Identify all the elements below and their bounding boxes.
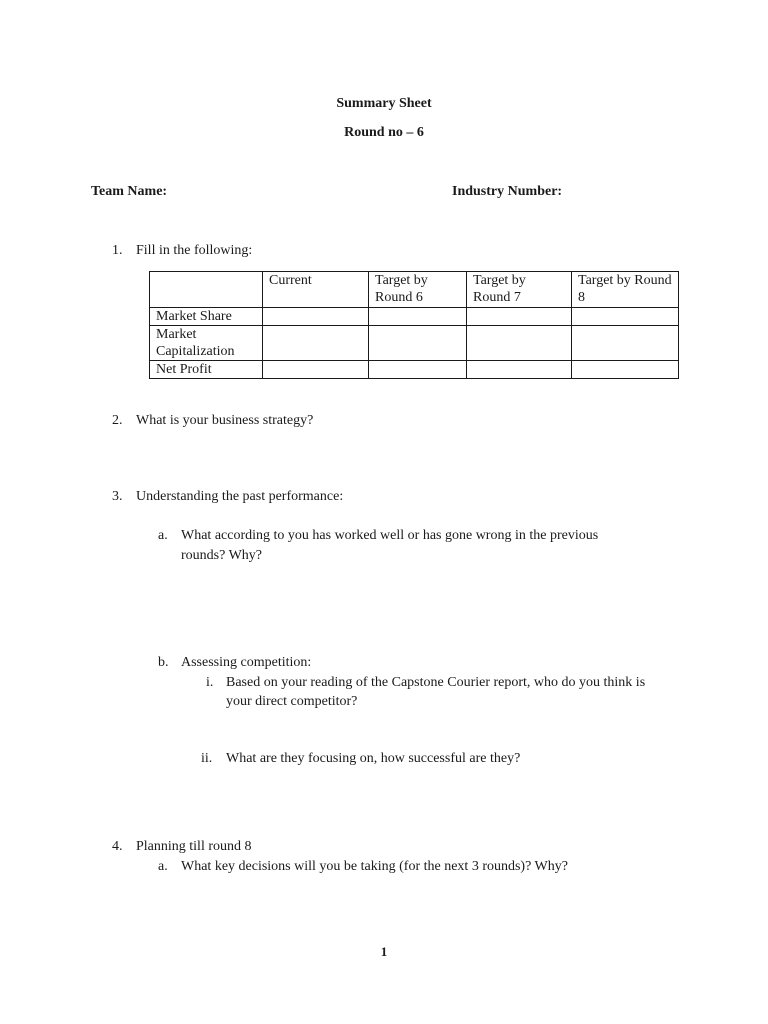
q3bi-text-line1: Based on your reading of the Capstone Courier report, who do you think is (226, 675, 646, 690)
table-cell[interactable] (369, 326, 467, 361)
round-number: Round no – 6 (344, 125, 424, 140)
q3a-text-line2: rounds? Why? (181, 548, 262, 563)
q3bi-text-line2: your direct competitor? (226, 694, 358, 709)
table-cell[interactable] (572, 361, 679, 379)
q3b-text: Assessing competition: (181, 655, 312, 670)
q4-number: 4. (112, 839, 123, 854)
table-header-cell: Target by Round 8 (572, 272, 679, 308)
table-cell[interactable] (572, 326, 679, 361)
table-cell[interactable] (263, 308, 369, 326)
doc-title: Summary Sheet (336, 96, 432, 111)
q3a-number: a. (158, 528, 168, 543)
row-label: Market Capitalization (150, 326, 263, 361)
table-header-cell: Target by Round 6 (369, 272, 467, 308)
table-header-cell: Current (263, 272, 369, 308)
industry-number-label: Industry Number: (452, 184, 563, 199)
table-cell[interactable] (369, 308, 467, 326)
table-cell[interactable] (572, 308, 679, 326)
row-label: Market Share (150, 308, 263, 326)
q3a-text-line1: What according to you has worked well or has gone wrong in the previous (181, 528, 599, 543)
q1-number: 1. (112, 243, 123, 258)
q3bi-number: i. (206, 675, 214, 690)
q3-text: Understanding the past performance: (136, 489, 344, 504)
q3b-number: b. (158, 655, 169, 670)
q3bii-text: What are they focusing on, how successful are they? (226, 751, 521, 766)
table-row (150, 361, 679, 379)
q4a-text: What key decisions will you be taking (for the next 3 rounds)? Why? (181, 859, 568, 874)
table-header-cell (150, 272, 263, 308)
table-cell[interactable] (263, 361, 369, 379)
targets-table (149, 271, 679, 379)
table-header-cell: Target by Round 7 (467, 272, 572, 308)
table-cell[interactable] (467, 326, 572, 361)
table-row (150, 308, 679, 326)
table-cell[interactable] (263, 326, 369, 361)
row-label: Net Profit (150, 361, 263, 379)
q3bii-number: ii. (201, 751, 213, 766)
table-row (150, 326, 679, 361)
table-header-row (150, 272, 679, 308)
q4-text: Planning till round 8 (136, 839, 252, 854)
q3-number: 3. (112, 489, 123, 504)
page-number: 1 (380, 944, 388, 959)
table-cell[interactable] (467, 361, 572, 379)
team-name-label: Team Name: (91, 184, 168, 199)
q4a-number: a. (158, 859, 168, 874)
q2-number: 2. (112, 413, 123, 428)
table-cell[interactable] (467, 308, 572, 326)
q1-text: Fill in the following: (136, 243, 253, 258)
table-cell[interactable] (369, 361, 467, 379)
q2-text: What is your business strategy? (136, 413, 314, 428)
